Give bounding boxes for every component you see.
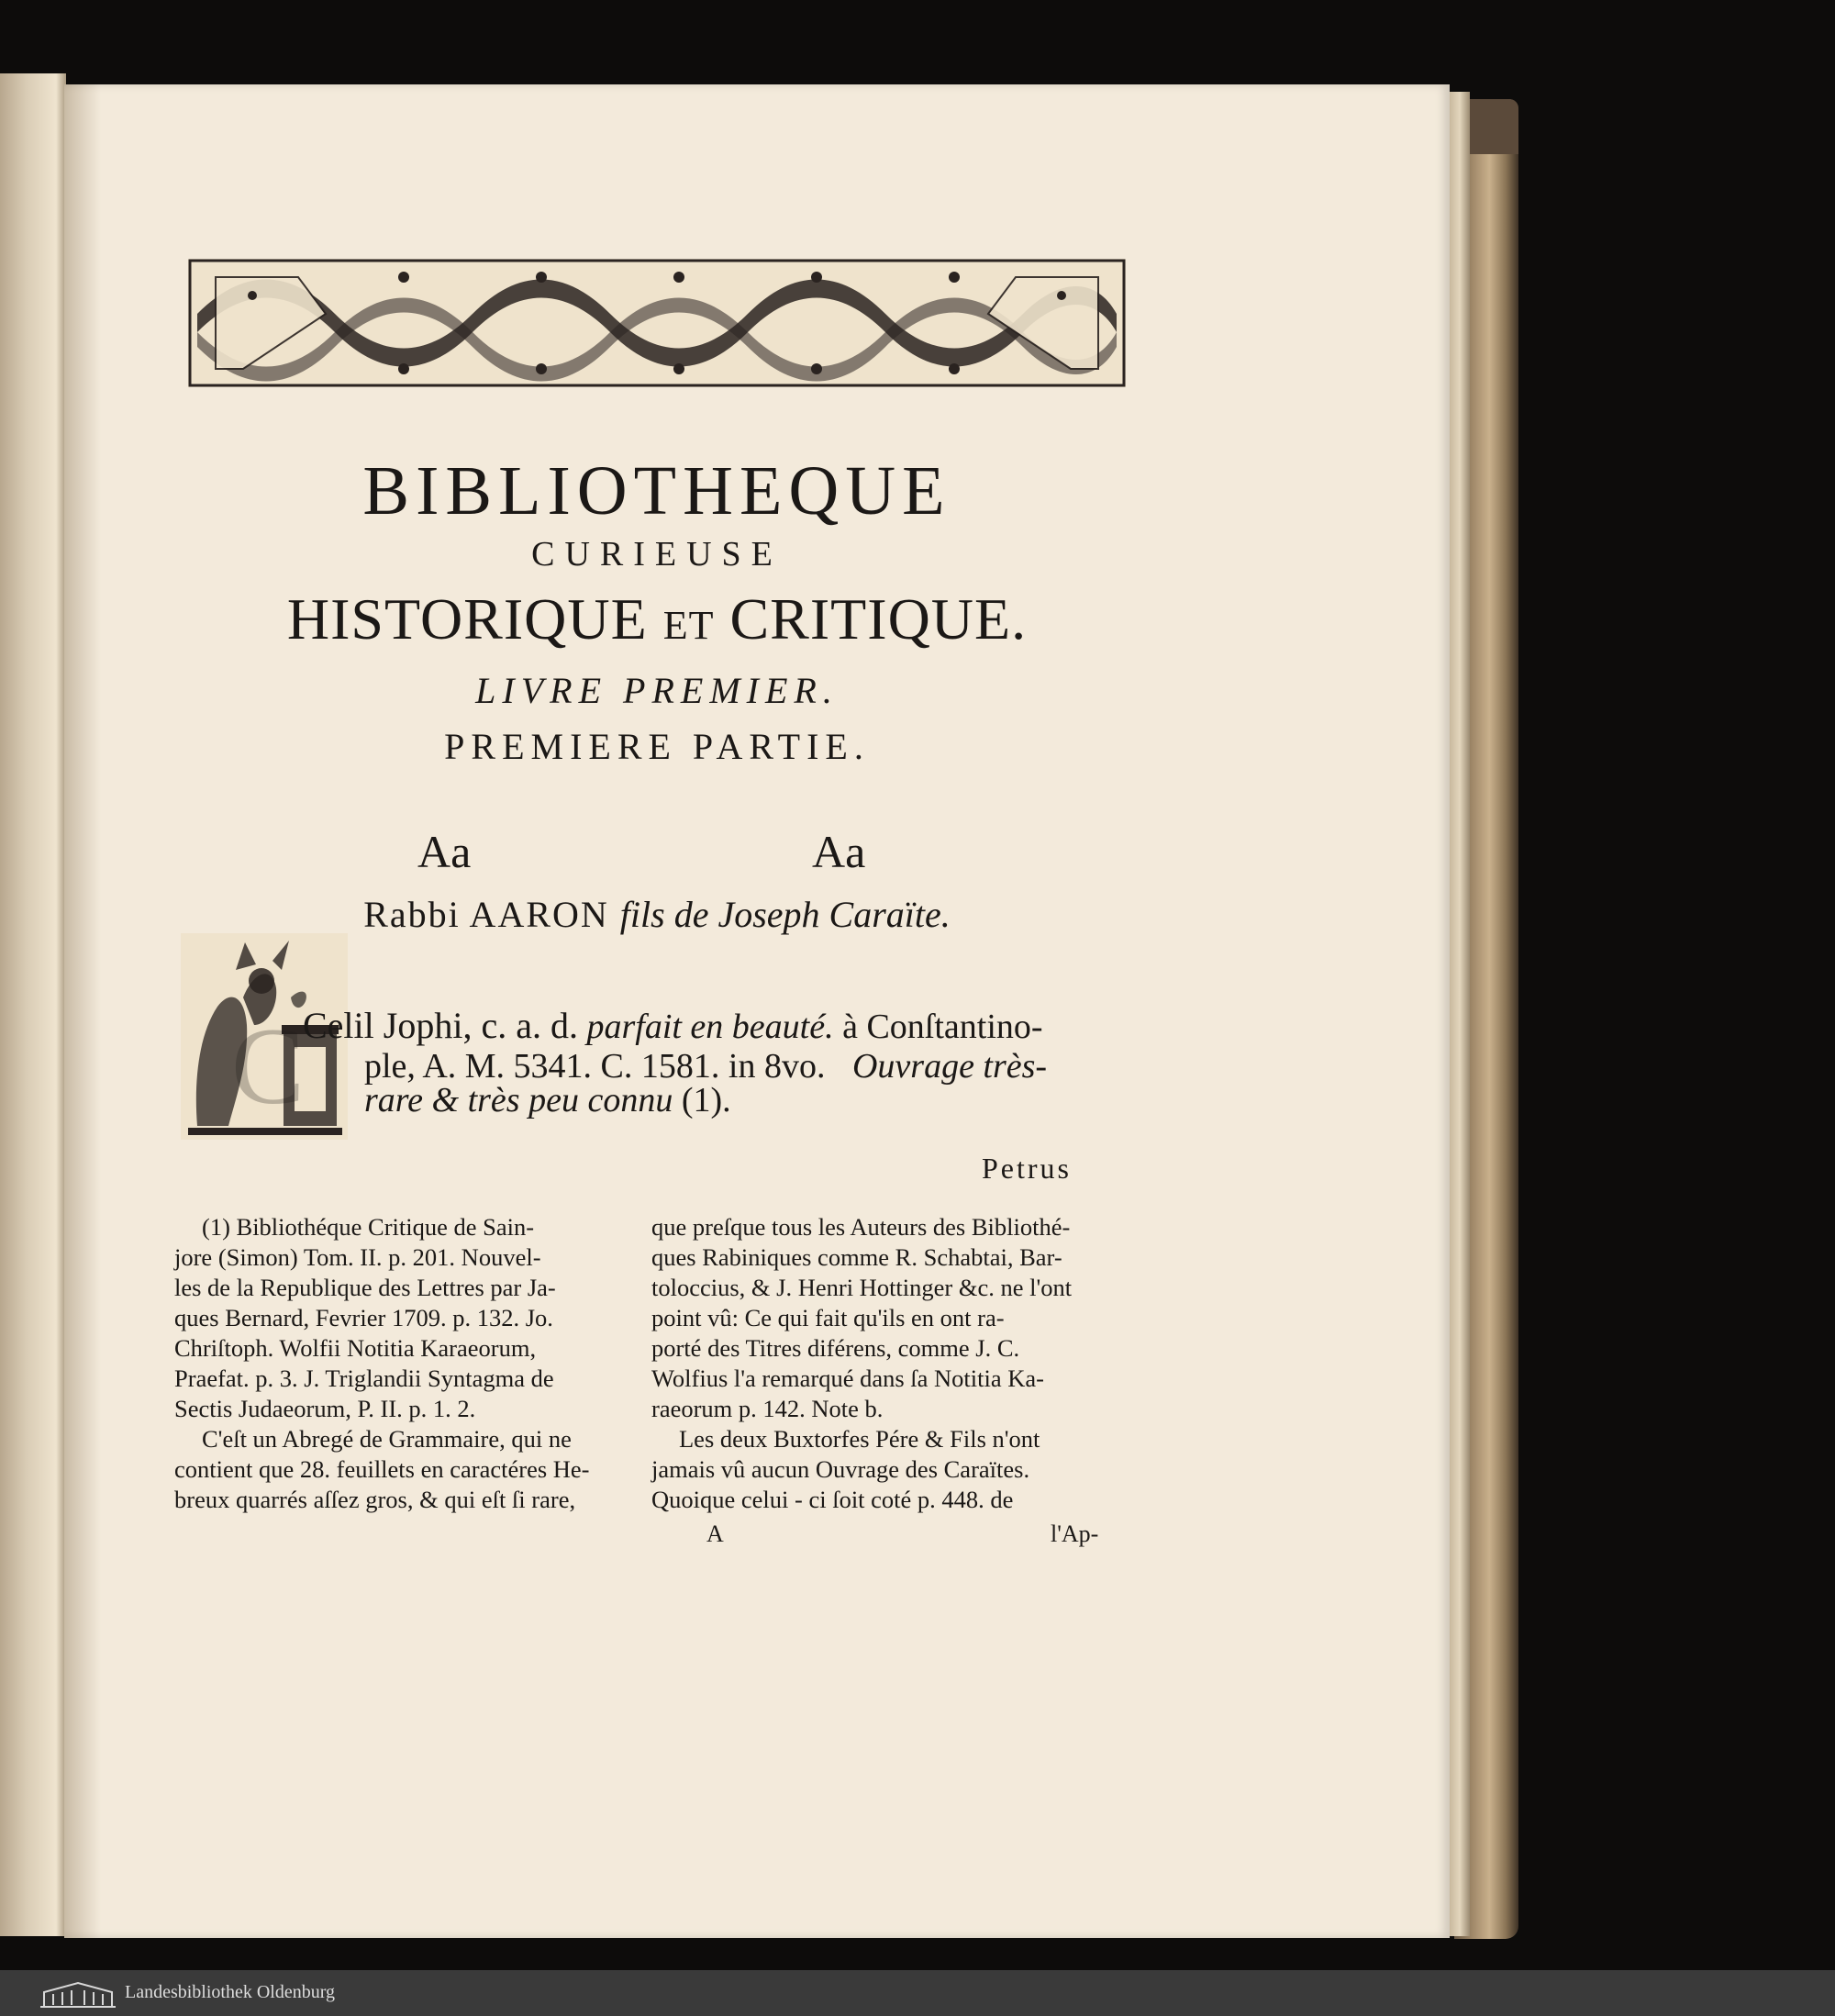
footnote-line: point vû: Ce qui fait qu'ils en ont ra- xyxy=(651,1304,1005,1331)
entry-line-3 xyxy=(364,1083,731,1118)
entry-line-2 xyxy=(364,1049,1047,1084)
footnote-line: toloccius, & J. Henri Hottinger &c. ne l'ont xyxy=(651,1274,1073,1301)
footnote-line: ques Bernard, Fevrier 1709. p. 132. Jo. xyxy=(174,1304,553,1331)
footnote-line: jore (Simon) Tom. II. p. 201. Nouvel- xyxy=(174,1243,541,1271)
footnote-column-left xyxy=(174,1212,628,1515)
entry-line-1-place: à Conſtantino- xyxy=(842,1008,1043,1046)
footnote-line: Les deux Buxtorfes Pére & Fils n'ont xyxy=(679,1425,1040,1453)
svg-text:C: C xyxy=(230,1005,306,1127)
book-heading: LIVRE PREMIER. xyxy=(475,670,839,711)
title-main: BIBLIOTHEQUE xyxy=(362,452,951,529)
signature-mark: A xyxy=(706,1520,724,1547)
entry-author: Rabbi AARON xyxy=(363,894,609,935)
title-et: ET xyxy=(662,603,715,648)
library-building-icon xyxy=(37,1979,119,2009)
footnote-line: breux quarrés aſſez gros, & qui eſt ſi rare, xyxy=(174,1486,576,1513)
entry-line-2-note: Ouvrage très- xyxy=(851,1047,1048,1086)
entry-author-descent: fils de Joseph Caraïte. xyxy=(619,894,951,935)
entry-line-2-date: ple, A. M. 5341. C. 1581. in 8vo. xyxy=(364,1047,826,1086)
footnote-line: Praefat. p. 3. J. Triglandii Syntagma de xyxy=(174,1364,554,1392)
footnote-line: que preſque tous les Auteurs des Bibliothé- xyxy=(651,1213,1071,1241)
catchword-heading: Petrus xyxy=(982,1152,1072,1185)
section-marker-right: Aa xyxy=(812,826,866,877)
entry-line-3-ref: (1). xyxy=(681,1081,731,1119)
entry-line-1-title: Celil Jophi, c. a. d. xyxy=(303,1005,578,1046)
footnote-line: porté des Titres diférens, comme J. C. xyxy=(651,1334,1020,1362)
footnote-column-right xyxy=(651,1212,1106,1515)
part-heading: PREMIERE PARTIE. xyxy=(444,726,870,767)
ornament-headpiece-icon xyxy=(188,259,1126,387)
entry-line-1-gloss: parfait en beauté. xyxy=(586,1008,834,1046)
title-historique: HISTORIQUE xyxy=(286,586,648,652)
footnote-line: Quoique celui - ci ſoit coté p. 448. de xyxy=(651,1486,1014,1513)
entry-heading xyxy=(184,893,1130,936)
entry-line-3-note: rare & très peu connu xyxy=(364,1081,673,1119)
footnote-line: jamais vû aucun Ouvrage des Caraïtes. xyxy=(651,1455,1030,1483)
page-fore-edge xyxy=(1450,92,1470,1936)
catchword: l'Ap- xyxy=(1051,1520,1099,1547)
footnote-line: (1) Bibliothéque Critique de Sain- xyxy=(202,1213,535,1241)
title-sub: CURIEUSE xyxy=(531,535,783,574)
title-line3 xyxy=(184,586,1130,652)
title-critique: CRITIQUE. xyxy=(729,586,1028,652)
footnote-line: Sectis Judaeorum, P. II. p. 1. 2. xyxy=(174,1395,476,1422)
left-page-edge xyxy=(0,73,66,1936)
footnote-line: raeorum p. 142. Note b. xyxy=(651,1395,884,1422)
gutter-shadow xyxy=(64,84,101,1938)
footnote-line: Wolfius l'a remarqué dans ſa Notitia Ka- xyxy=(651,1364,1044,1392)
footnote-line: contient que 28. feuillets en caractéres He- xyxy=(174,1455,590,1483)
footnote-line: ques Rabiniques comme R. Schabtai, Bar- xyxy=(651,1243,1062,1271)
footer-library-label: Landesbibliothek Oldenburg xyxy=(125,1982,336,2002)
section-marker-left: Aa xyxy=(417,826,472,877)
entry-line-1 xyxy=(303,1005,1043,1046)
footnote-line: Chriſtoph. Wolfii Notitia Karaeorum, xyxy=(174,1334,537,1362)
footnote-line: les de la Republique des Lettres par Ja- xyxy=(174,1274,556,1301)
footnote-line: C'eſt un Abregé de Grammaire, qui ne xyxy=(202,1425,572,1453)
